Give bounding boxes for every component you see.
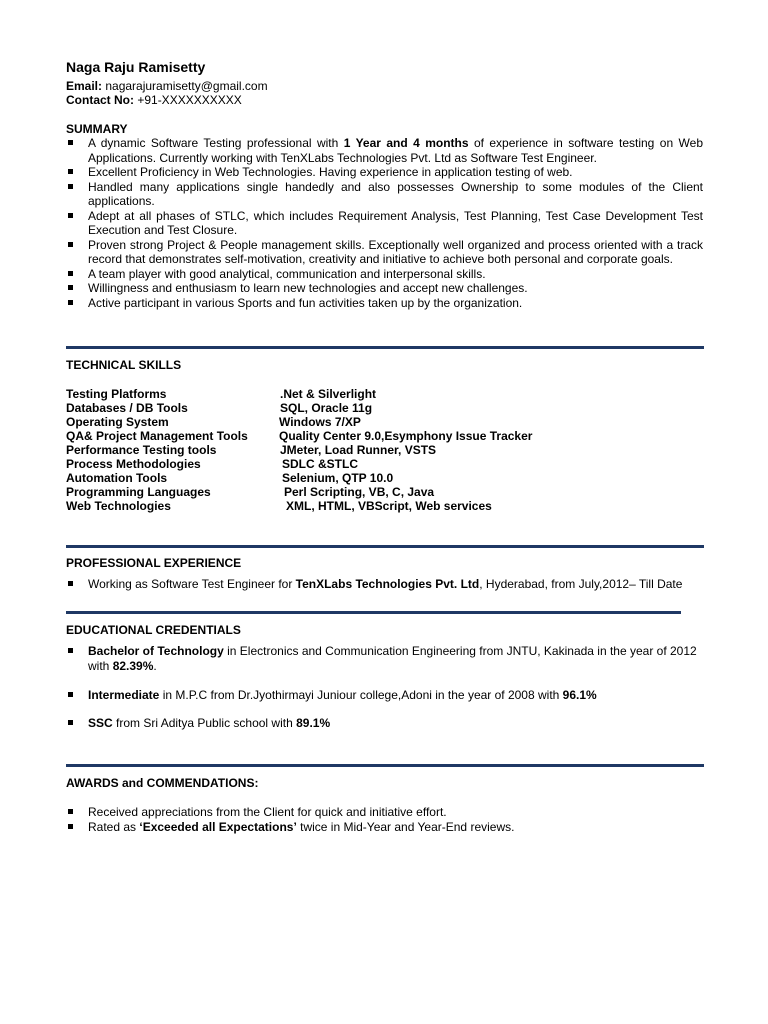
skills-title: TECHNICAL SKILLS <box>66 358 182 372</box>
skill-row: Programming Languages Perl Scripting, VB, C, Java <box>66 485 435 499</box>
skill-row: Databases / DB Tools SQL, Oracle 11g <box>66 401 373 415</box>
summary-list <box>66 136 703 310</box>
list-item: SSC from Sri Aditya Public school with 89.1% <box>66 716 703 731</box>
list-item: A dynamic Software Testing professional with 1 Year and 4 months of experience in software testing on Web Applications. Currently working with TenXLabs Technologies Pvt. Ltd as Software Test Engineer. <box>66 136 703 165</box>
bullet-icon <box>68 213 73 218</box>
email-value: nagarajuramisetty@gmail.com <box>102 79 268 93</box>
section-divider <box>66 545 704 548</box>
list-item: Working as Software Test Engineer for TenXLabs Technologies Pvt. Ltd, Hyderabad, from July,2012– Till Date <box>66 577 703 592</box>
list-item: Excellent Proficiency in Web Technologies. Having experience in application testing of web. <box>66 165 703 180</box>
list-item: Adept at all phases of STLC, which includes Requirement Analysis, Test Planning, Test Case Development Test Execution and Test Closure. <box>66 209 703 238</box>
skill-row: Web Technologies XML, HTML, VBScript, Web services <box>66 499 492 513</box>
bullet-icon <box>68 242 73 247</box>
bullet-icon <box>68 140 73 145</box>
awards-title: AWARDS and COMMENDATIONS: <box>66 776 259 790</box>
education-list <box>66 688 703 703</box>
education-list <box>66 716 703 731</box>
bullet-icon <box>68 285 73 290</box>
summary-title: SUMMARY <box>66 122 128 136</box>
education-list <box>66 644 703 673</box>
list-item: A team player with good analytical, communication and interpersonal skills. <box>66 267 703 282</box>
bullet-icon <box>68 271 73 276</box>
experience-title: PROFESSIONAL EXPERIENCE <box>66 556 242 570</box>
skill-row: Testing Platforms .Net & Silverlight <box>66 387 377 401</box>
list-item: Rated as ‘Exceeded all Expectations’ twice in Mid-Year and Year-End reviews. <box>66 820 703 835</box>
bullet-icon <box>68 824 73 829</box>
contact-label: Contact No: <box>66 93 134 107</box>
bullet-icon <box>68 184 73 189</box>
candidate-name: Naga Raju Ramisetty <box>66 59 206 75</box>
email-line <box>66 79 268 94</box>
skill-row: Process Methodologies SDLC &STLC <box>66 457 358 471</box>
section-divider <box>66 764 704 767</box>
list-item: Intermediate in M.P.C from Dr.Jyothirmayi Juniour college,Adoni in the year of 2008 with 96.1% <box>66 688 703 703</box>
section-divider <box>66 611 681 614</box>
bullet-icon <box>68 648 73 653</box>
skill-row: QA& Project Management Tools Quality Center 9.0,Esymphony Issue Tracker <box>66 429 533 443</box>
bullet-icon <box>68 169 73 174</box>
awards-list <box>66 805 703 834</box>
skill-row: Performance Testing tools JMeter, Load Runner, VSTS <box>66 443 437 457</box>
bullet-icon <box>68 581 73 586</box>
email-label: Email: <box>66 79 103 93</box>
section-divider <box>66 346 704 349</box>
experience-list <box>66 577 703 592</box>
bullet-icon <box>68 300 73 305</box>
bullet-icon <box>68 809 73 814</box>
list-item: Proven strong Project & People management skills. Exceptionally well organized and process oriented with a track record that demonstrates self-motivation, creativity and initiative to achieve both personal and corporate goals. <box>66 238 703 267</box>
skills-table <box>66 387 706 513</box>
list-item: Active participant in various Sports and fun activities taken up by the organization. <box>66 296 703 311</box>
education-title: EDUCATIONAL CREDENTIALS <box>66 623 241 637</box>
bullet-icon <box>68 692 73 697</box>
skill-row: Automation Tools Selenium, QTP 10.0 <box>66 471 394 485</box>
list-item: Received appreciations from the Client for quick and initiative effort. <box>66 805 703 820</box>
contact-value: +91-XXXXXXXXXX <box>134 93 242 107</box>
list-item: Bachelor of Technology in Electronics and Communication Engineering from JNTU, Kakinada in the year of 2012 with 82.39%. <box>66 644 703 673</box>
list-item: Willingness and enthusiasm to learn new technologies and accept new challenges. <box>66 281 703 296</box>
skill-row: Operating System Windows 7/XP <box>66 415 361 429</box>
bullet-icon <box>68 720 73 725</box>
contact-line <box>66 93 242 108</box>
list-item: Handled many applications single handedly and also possesses Ownership to some modules of the Client applications. <box>66 180 703 209</box>
